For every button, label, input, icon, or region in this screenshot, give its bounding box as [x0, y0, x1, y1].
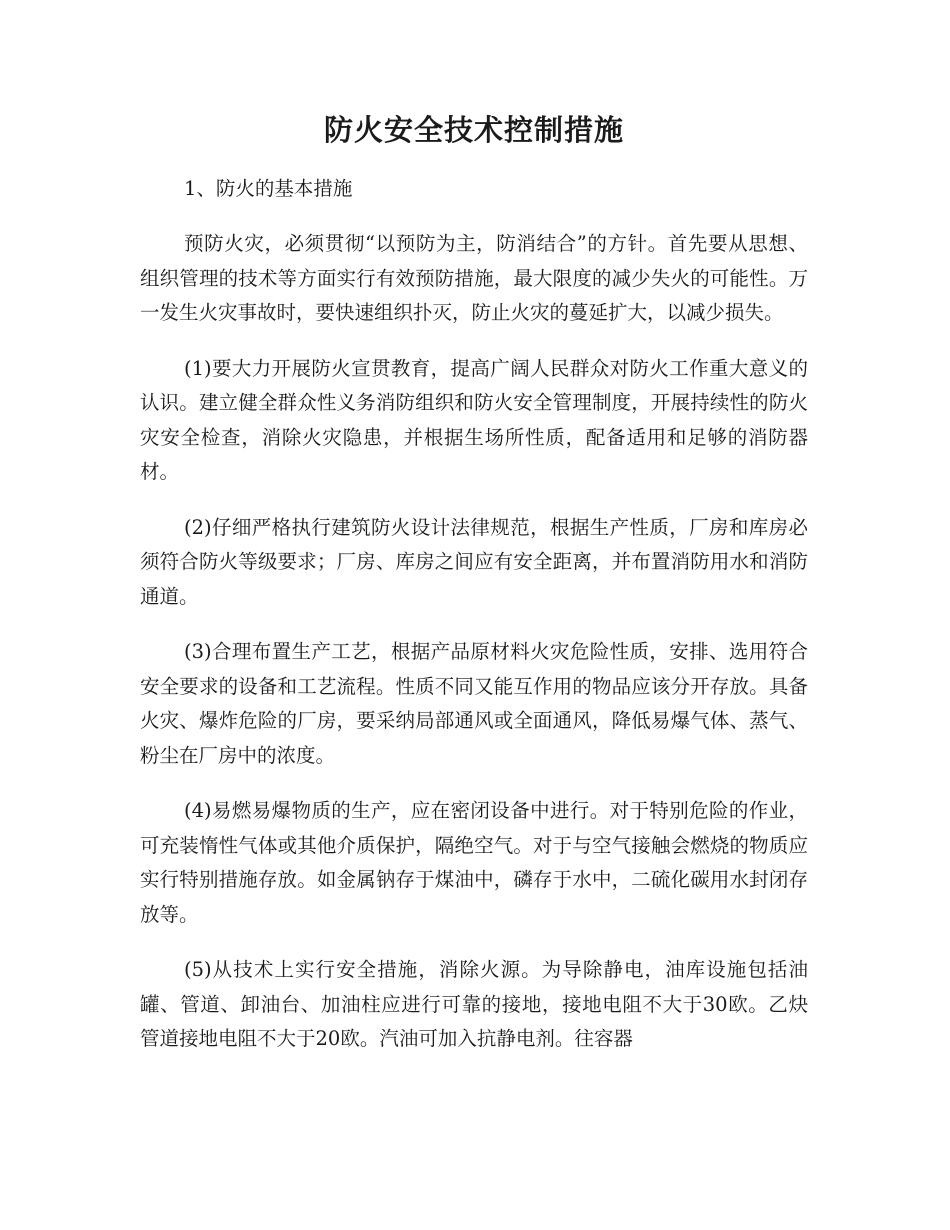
measure-paragraph-5: (5)从技术上实行安全措施，消除火源。为导除静电，油库设施包括油罐、管道、卸油台、加油柱应进行可靠的接地，接地电阻不大于30欧。乙炔管道接地电阻不大于20欧。汽油可加入抗静电剂。往容器: [140, 958, 808, 1050]
document-title: 防火安全技术控制措施: [323, 113, 624, 147]
measure-paragraph-1: (1)要大力开展防火宣贯教育，提高广阔人民群众对防火工作重大意义的认识。建立健全群众性义务消防组织和防火安全管理制度，开展持续性的防火灾安全检查，消除火灾隐患，并根据生场所性质，配备适用和足够的消防器材。: [140, 356, 808, 483]
document-page: [140, 110, 808, 1057]
measure-paragraph-3: (3)合理布置生产工艺，根据产品原材料火灾危险性质，安排、选用符合安全要求的设备和工艺流程。性质不同又能互作用的物品应该分开存放。具备火灾、爆炸危险的厂房，要采纳局部通风或全面通风，降低易爆气体、蒸气、粉尘在厂房中的浓度。: [140, 640, 808, 767]
intro-paragraph: 预防火灾，必须贯彻“以预防为主，防消结合”的方针。首先要从思想、组织管理的技术等方面实行有效预防措施，最大限度的减少失火的可能性。万一发生火灾事故时，要快速组织扑灭，防止火灾的蔓延扩大，以减少损失。: [140, 232, 808, 324]
measure-paragraph-2: (2)仔细严格执行建筑防火设计法律规范，根据生产性质，厂房和库房必须符合防火等级要求；厂房、库房之间应有安全距离，并布置消防用水和消防通道。: [140, 515, 808, 608]
section-heading: 1、防火的基本措施: [184, 177, 353, 200]
measure-paragraph-4: (4)易燃易爆物质的生产，应在密闭设备中进行。对于特别危险的作业，可充装惰性气体或其他介质保护，隔绝空气。对于与空气接触会燃烧的物质应实行特别措施存放。如金属钠存于煤油中，磷存于水中，二硫化碳用水封闭存放等。: [140, 799, 808, 926]
